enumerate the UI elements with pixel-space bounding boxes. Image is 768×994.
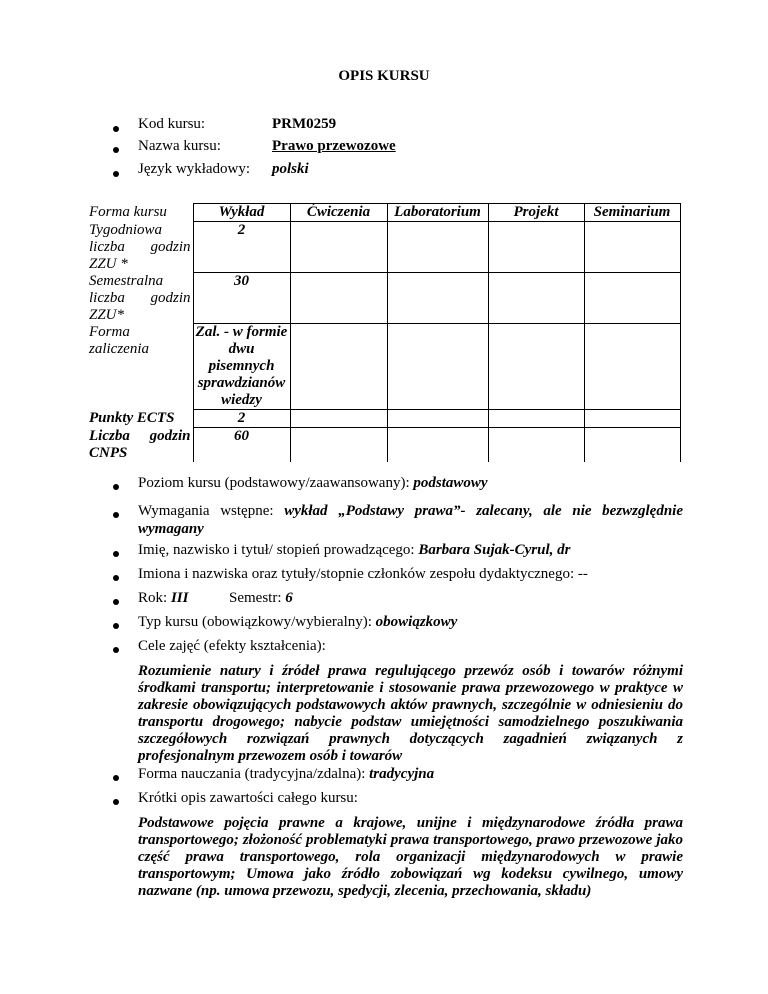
table-cell xyxy=(488,324,584,410)
header-cwiczenia: Ćwiczenia xyxy=(290,204,387,222)
bullet-icon xyxy=(113,484,119,490)
summary-text: Podstawowe pojęcia prawne a krajowe, unijne i międzynarodowe źródła prawa transportowego; złożoność problematyki prawa transportowego, prawo przewozowe jako część prawa transportowego, rola organizacji międzynarodowych w prawie transportowym; Umowa jako źródło zobowiązań wg kodeksu cywilnego, umowy nazwane (np. umowa przewozu, spedycji, zlecenia, przechowania, składu) xyxy=(138,815,683,899)
bullet-icon xyxy=(113,512,119,518)
table-cell xyxy=(387,410,488,428)
summary-label: Krótki opis zawartości całego kursu: xyxy=(138,790,358,806)
bullet-icon xyxy=(113,575,119,581)
team-row xyxy=(138,566,588,583)
requirements-row xyxy=(138,502,683,538)
row-label: Semestralna liczba godzin ZZU* xyxy=(87,273,193,324)
table-cell xyxy=(488,222,584,273)
bullet-icon xyxy=(113,551,119,557)
table-cell xyxy=(290,410,387,428)
bullet-icon xyxy=(113,799,119,805)
table-cell xyxy=(584,273,680,324)
table-cell xyxy=(290,324,387,410)
bullet-icon xyxy=(113,126,119,132)
bullet-icon xyxy=(113,623,119,629)
team-label: Imiona i nazwiska oraz tytuły/stopnie członków zespołu dydaktycznego: xyxy=(138,566,575,582)
requirements-label: Wymagania wstępne: xyxy=(138,503,274,519)
table-cell xyxy=(290,222,387,273)
semester-label: Semestr: xyxy=(229,590,282,606)
header-forma-kursu: Forma kursu xyxy=(87,204,193,222)
level-value: podstawowy xyxy=(413,475,488,491)
row-label: Tygodniowa liczba godzin ZZU * xyxy=(87,222,193,273)
language-value: polski xyxy=(272,161,309,177)
table-cell xyxy=(584,324,680,410)
course-code-value: PRM0259 xyxy=(272,116,337,132)
row-label: Punkty ECTS xyxy=(87,410,193,428)
course-name-label: Nazwa kursu: xyxy=(138,138,221,154)
bullet-icon xyxy=(113,647,119,653)
table-cell xyxy=(387,428,488,462)
wyklad-cell: 2 xyxy=(193,410,290,428)
table-cell xyxy=(488,410,584,428)
type-value: obowiązkowy xyxy=(375,614,458,630)
header-wyklad: Wykład xyxy=(193,204,290,222)
form-row xyxy=(138,766,434,783)
table-cell xyxy=(290,273,387,324)
row-label: Forma zaliczenia xyxy=(87,324,193,410)
wyklad-cell: 30 xyxy=(193,273,290,324)
table-row xyxy=(87,428,680,462)
wyklad-cell: 2 xyxy=(193,222,290,273)
table-row xyxy=(87,324,680,410)
table-cell xyxy=(387,222,488,273)
table-header-row xyxy=(87,204,680,222)
header-projekt: Projekt xyxy=(488,204,584,222)
table-cell xyxy=(488,428,584,462)
level-label: Poziom kursu (podstawowy/zaawansowany): xyxy=(138,475,410,491)
lecturer-value: Barbara Sujak-Cyrul, dr xyxy=(418,542,571,558)
table-cell xyxy=(290,428,387,462)
semester-value: 6 xyxy=(285,590,293,606)
course-name-value: Prawo przewozowe xyxy=(272,138,396,154)
lecturer-label: Imię, nazwisko i tytuł/ stopień prowadzącego: xyxy=(138,542,415,558)
type-row xyxy=(138,614,457,631)
table-cell xyxy=(387,324,488,410)
table-cell xyxy=(387,273,488,324)
table-row xyxy=(87,410,680,428)
bullet-icon xyxy=(113,775,119,781)
page-title: OPIS KURSU xyxy=(338,68,430,84)
header-laboratorium: Laboratorium xyxy=(387,204,488,222)
wyklad-cell: Zal. - w formie dwu pisemnych sprawdzianów wiedzy xyxy=(193,324,290,410)
semester-row xyxy=(229,590,293,607)
wyklad-cell: 60 xyxy=(193,428,290,462)
year-value: III xyxy=(170,590,189,606)
requirements-value: wykład „Podstawy prawa”- zalecany, ale nie bezwzględnie wymagany xyxy=(138,503,684,537)
row-label: Liczba godzin CNPS xyxy=(87,428,193,462)
course-form-table xyxy=(87,203,681,462)
table-row xyxy=(87,222,680,273)
bullet-icon xyxy=(113,147,119,153)
table-cell xyxy=(584,428,680,462)
form-label: Forma nauczania (tradycyjna/zdalna): xyxy=(138,766,366,782)
course-code-label: Kod kursu: xyxy=(138,116,206,132)
year-label: Rok: xyxy=(138,590,168,606)
goals-label: Cele zajęć (efekty kształcenia): xyxy=(138,638,326,654)
table-cell xyxy=(488,273,584,324)
language-label: Język wykładowy: xyxy=(138,161,251,177)
table-cell xyxy=(584,222,680,273)
bullet-icon xyxy=(113,599,119,605)
table-row xyxy=(87,273,680,324)
table-cell xyxy=(584,410,680,428)
team-value: -- xyxy=(577,566,588,582)
form-value: tradycyjna xyxy=(369,766,435,782)
header-seminarium: Seminarium xyxy=(584,204,680,222)
level-row xyxy=(138,475,488,492)
goals-text: Rozumienie natury i źródeł prawa regulującego przewóz osób i towarów różnymi środkami transportu; interpretowanie i stosowanie prawa przewozowego w praktyce w zakresie obowiązujących podstawowych aktów prawnych, szczególnie w odniesieniu do transportu drogowego; nabycie podstaw umiejętności samodzielnego poszukiwania szczegółowych rozwiązań prawnych dotyczących zagadnień związanych z profesjonalnym przewozem osób i towarów xyxy=(138,663,683,764)
bullet-icon xyxy=(113,171,119,177)
type-label: Typ kursu (obowiązkowy/wybieralny): xyxy=(138,614,372,630)
lecturer-row xyxy=(138,542,570,559)
year-row xyxy=(138,590,188,607)
